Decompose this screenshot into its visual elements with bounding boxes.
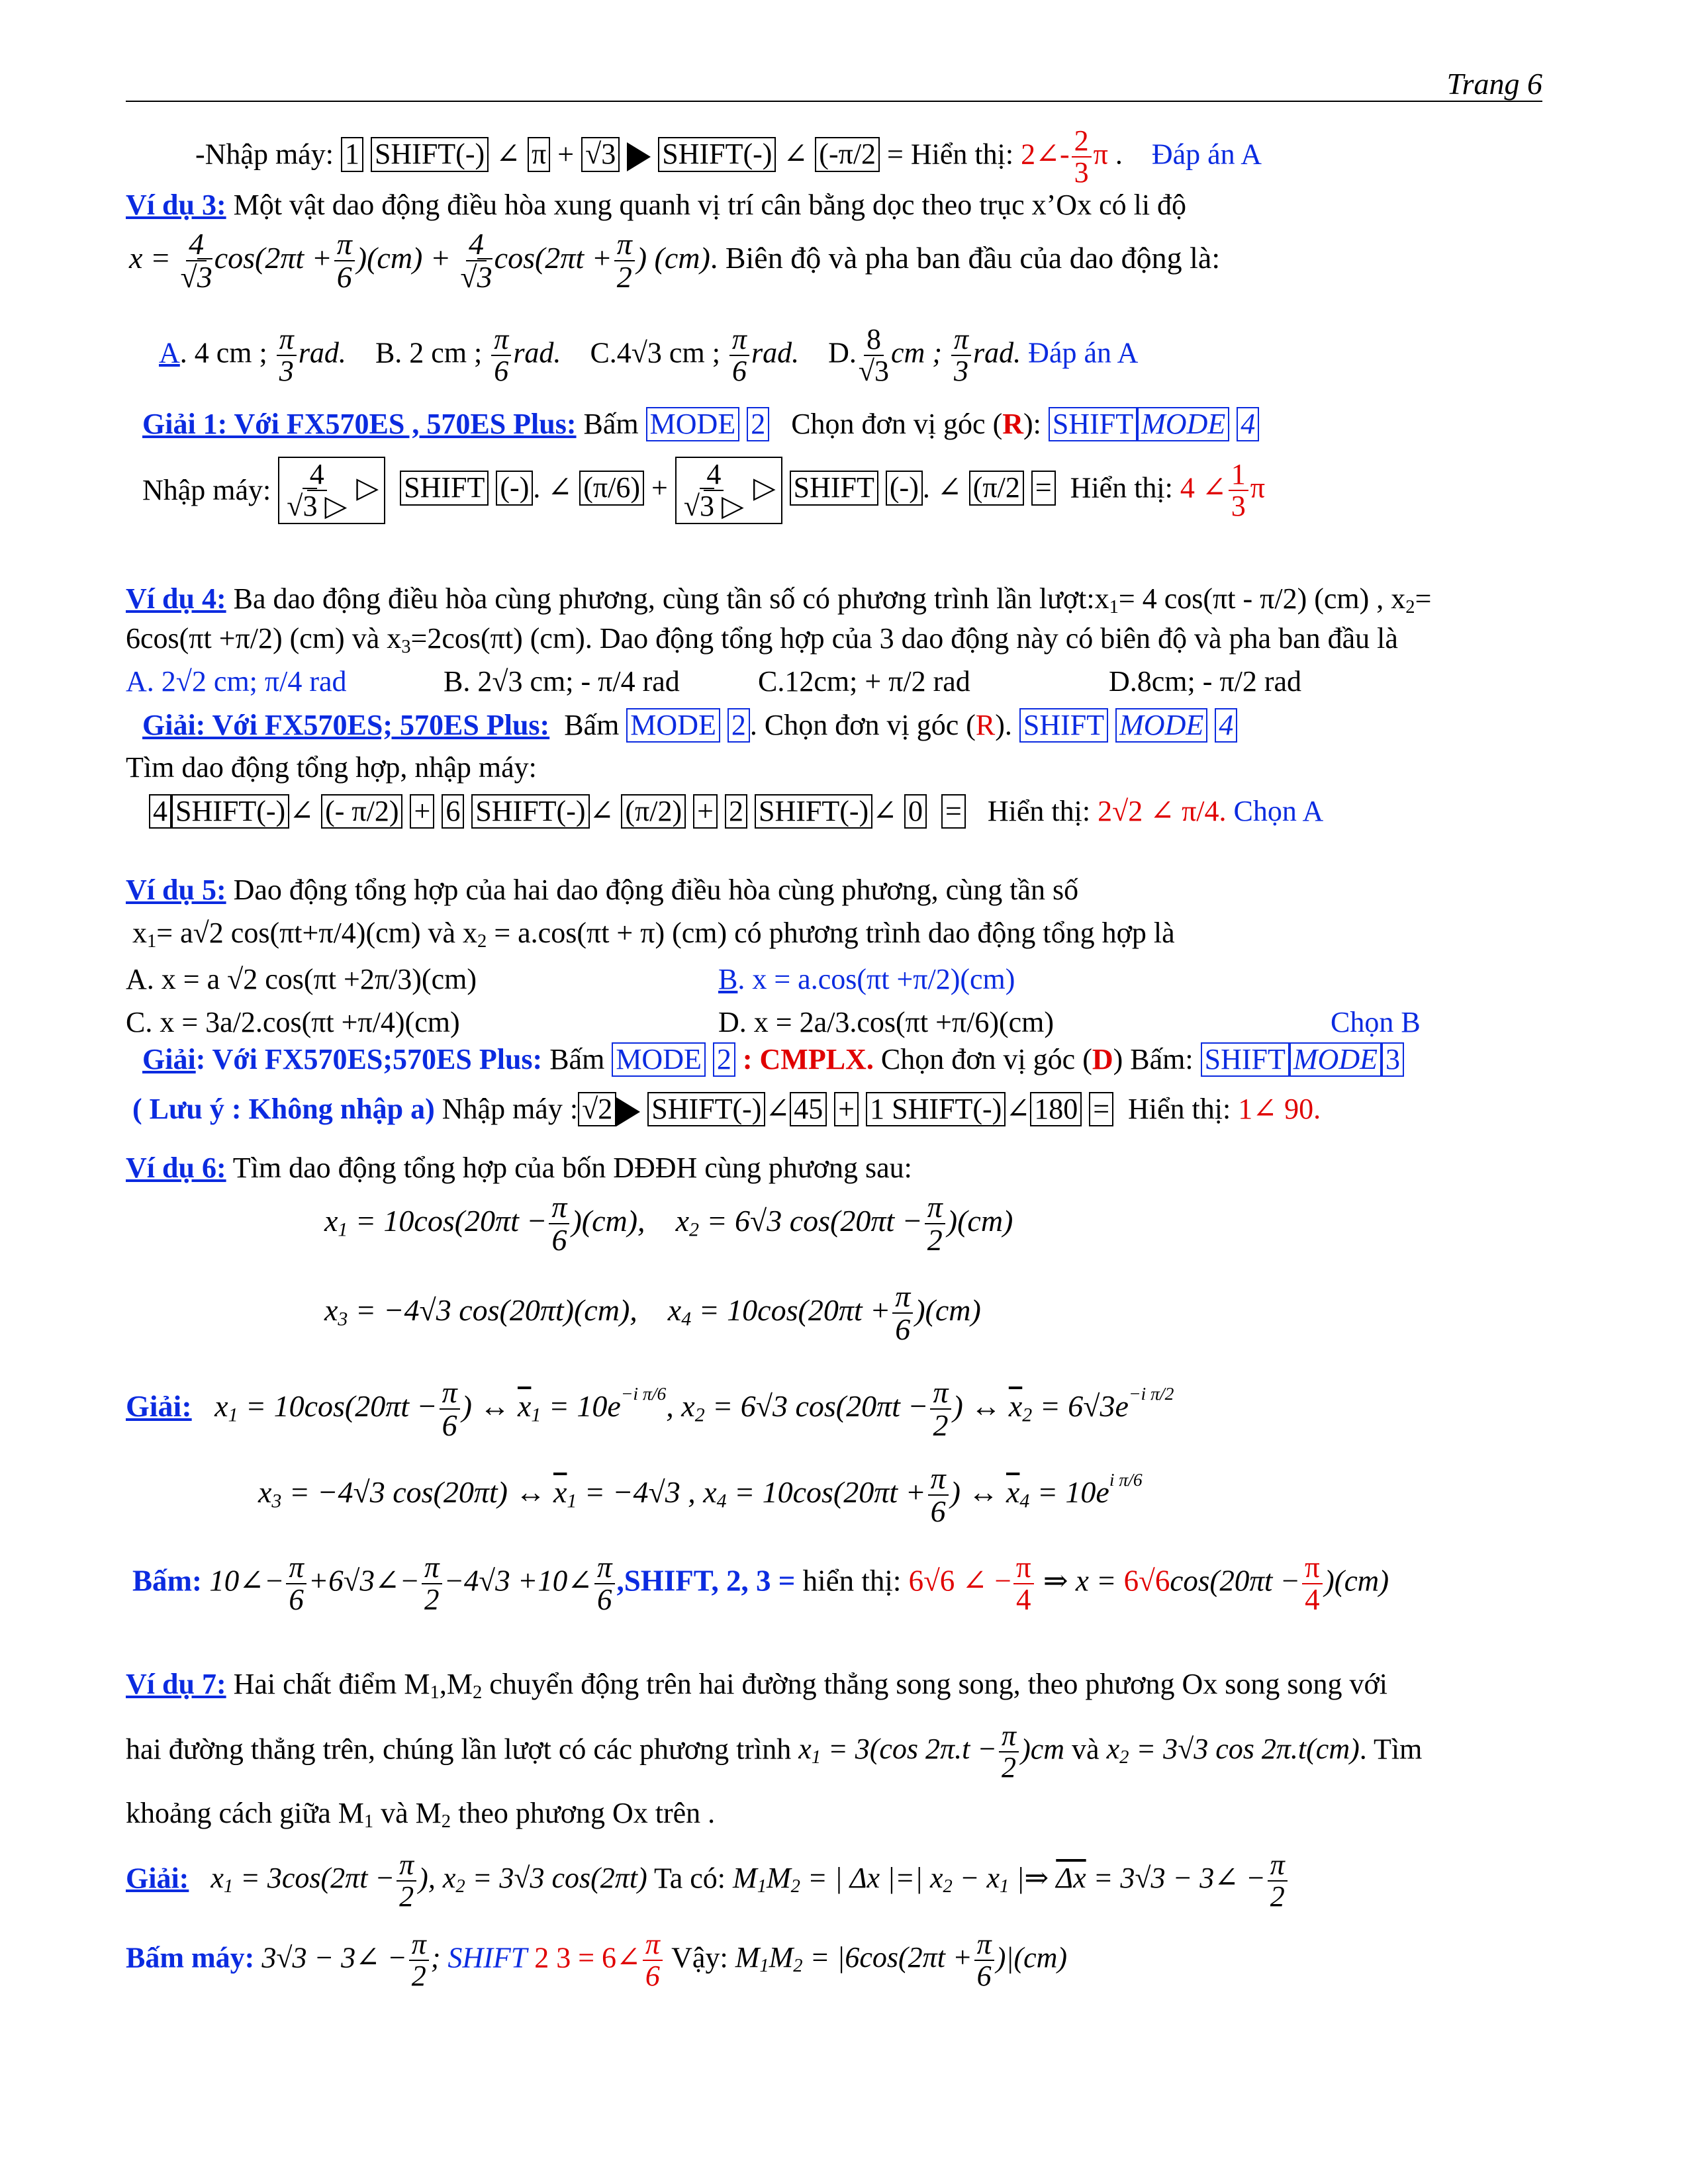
mode-key: MODE [646, 407, 740, 441]
fraction-2-3: $\frac{2}{3}$ [1072, 126, 1092, 188]
ex3-solution: Giải 1: Với FX570ES , 570ES Plus: Bấm MODE 2 Chọn đơn vị góc (R): SHIFT MODE 4 [142, 407, 1259, 441]
ex4-title: Ví dụ 4: Ba dao động điều hòa cùng phương, cùng tần số có phương trình lần $lượt:x_1= 4$ cos(πt - π/2) (cm) , $x_2=$ [126, 582, 1432, 618]
page-header [126, 66, 1542, 102]
ex5-solution: Giải: Với FX570ES;570ES Plus: Bấm MODE 2 : CMPLX. Chọn đơn vị góc (D) Bấm: SHIFT MODE 3 [142, 1042, 1404, 1077]
opt-a: A [159, 336, 180, 369]
angle-symbol: ∠ [496, 138, 521, 171]
ex7-line3: khoảng cách giữa $M_1$ và $M_2$ theo phương Ox trên . [126, 1797, 716, 1833]
ex6-sol-2: $x_3 = -4√3$ cos(20πt) ↔ $\overline{x}_1 = -4√3$ , $x_4 = 10\cos(20\pi t$ + $\frac{\pi}{6}$ ) ↔ $\overline{x}_4 = 10e^{i \pi/6}$ [258, 1461, 1143, 1529]
ex4-opt-a: A. 2√2 cm; π/4 rad [126, 665, 347, 698]
ex3-answer: Đáp án A [1028, 336, 1139, 369]
opt-d: D. [828, 336, 857, 369]
ex5-choose: Chọn B [1331, 1006, 1421, 1038]
prefix: -Nhập máy: [195, 138, 334, 171]
ex4-find: Tìm dao động tổng hợp, nhập máy: [126, 751, 537, 784]
ex5-line2: $x_1= a√2$ cos(πt+π/4)(cm) và $x_2 = a.\cos(\pi t + \pi)$ (cm) có phương trình dao động tổng hợp là [132, 917, 1175, 952]
key-shift: SHIFT(-) [371, 137, 489, 171]
key-1: 1 [341, 137, 363, 171]
pi: π [1093, 138, 1108, 171]
plus: + [557, 138, 575, 171]
page-number: Trang 6 [1446, 67, 1542, 101]
ex6-eq-1: $x_1 = 10\cos(20\pi t$ − $\frac{\pi}{6}$ )(cm), $x_2 = 6√3$ cos(20πt − $\frac{\pi}{2}$ )(cm) [324, 1190, 1013, 1257]
ex3-input: Nhập máy: $\frac{4}{√3 ▷}$ ▷ SHIFT (-) . ∠ (π/6) + $\frac{4}{√3 ▷}$ ▷ SHIFT (-) . ∠ (π/2 = Hiển thị: 4 ∠ $\frac{1}{3}$ π [142, 457, 1265, 524]
ex7-press: Bấm máy: 3√3 − 3∠ − $\frac{\pi}{2}$ ; SHIFT 2 3 = 6∠ $\frac{\pi}{6}$ Vậy: $M_1M_2 = |6\cos(2\pi t$ + $\frac{\pi}{6}$ )|(cm) [126, 1928, 1068, 1993]
right-arrow-icon [627, 142, 651, 171]
ex5-input: ( Lưu ý : Không nhập a) Nhập máy : √2 SHIFT(-) ∠ 45 + 1 SHIFT(-) ∠ 180 = Hiển thị: 1∠ 90. [132, 1092, 1321, 1126]
ex3-title [126, 189, 1186, 222]
input-line-1 [195, 126, 1262, 188]
ex3-equation: x = $\frac{4}{√3}$ cos(2πt + $\frac{\pi}{6}$ )(cm) + $\frac{4}{√3}$ cos(2πt + $\frac{\pi}{2}$ ) (cm). Biên độ và pha ban đầu của dao động là: [129, 227, 1221, 295]
display-label: = Hiển thị: [887, 138, 1014, 171]
ex4-opt-c: C.12cm; + π/2 rad [758, 665, 970, 698]
ex7-solution: Giải: $x_1 = 3\cos(2\pi t$ − $\frac{\pi}{2}$ ), $x_2 = 3√3$ cos(2πt) Ta có: $M_1M_2$ = | Δx |=| $x_2 - x_1$ |⇒ $\overline{\Delta x} = 3√3$ − 3∠ − $\frac{\pi}{2}$ [126, 1850, 1289, 1912]
ex6-sol-1: Giải: $x_1 = 10\cos(20\pi t$ − $\frac{\pi}{6}$ ) ↔ $\overline{x}_1 = 10e^{-i \pi/6}$, $x_2 = 6√3$ cos(20πt − $\frac{\pi}{2}$ ) ↔ $\overline{x}_2 = 6√3e^{-i \pi/2}$ [126, 1375, 1174, 1443]
answer: Đáp án A [1151, 138, 1262, 171]
ex7-line2: hai đường thẳng trên, chúng lần lượt có các phương trình $x_1 = 3(\cos$ 2π.t − $\frac{\pi}{2}$ )cm và $x_2 = 3√3$ cos 2π.t(cm). Tìm [126, 1719, 1423, 1784]
ex3-options: A. 4 cm ; $\frac{\pi}{3}$ rad. B. 2 cm ; $\frac{\pi}{6}$ rad. C.4√3 cm ; $\frac{\pi}{6}$ rad. D. $\frac{8}{√3}$ cm ; $\frac{\pi}{3}$ rad. Đáp án A [159, 323, 1139, 388]
key-sqrt3: √3 [581, 137, 620, 171]
ex6-press: Bấm: 10∠− $\frac{\pi}{6}$ +6√3∠− $\frac{\pi}{2}$ −4√3 +10∠ $\frac{\pi}{6}$ ,SHIFT, 2, 3 = hiển thị: 6√6 ∠ − $\frac{\pi}{4}$ ⇒ x = 6√6cos(20πt − $\frac{\pi}{4}$ )(cm) [132, 1551, 1389, 1617]
ex5-opt-c: C. x = 3a/2.cos(πt +π/4)(cm) [126, 1006, 460, 1038]
ex5-opt-d: D. x = 2a/3.cos(πt +π/6)(cm) [718, 1006, 1055, 1038]
angle-symbol-2: ∠ [783, 138, 808, 171]
display-value: 2∠- [1021, 138, 1070, 171]
ex5-title: Ví dụ 5: Dao động tổng hợp của hai dao động điều hòa cùng phương, cùng tần số [126, 874, 1079, 906]
opt-c: C.4√3 cm ; [590, 336, 720, 369]
ex6-eq-2: $x_3 = -4√3$ cos(20πt)(cm), $x_4 = 10\cos(20\pi t$ + $\frac{\pi}{6}$ )(cm) [324, 1279, 981, 1347]
ex5-opt-b: B. x = a.cos(πt +π/2)(cm) [718, 963, 1015, 995]
ex6-title: Ví dụ 6: Tìm dao động tổng hợp của bốn DĐĐH cùng phương sau: [126, 1152, 912, 1184]
ex5-opt-a: A. x = a √2 cos(πt +2π/3)(cm) [126, 963, 477, 995]
key-shift-2: SHIFT(-) [658, 137, 776, 171]
key-minus-pi-2: (-π/2 [815, 137, 880, 171]
ex4-line2: 6cos(πt +π/2) (cm) và $x_3=2\cos(\pi t)$ (cm). Dao động tổng hợp của 3 dao động này có biên độ và pha ban đầu là [126, 622, 1398, 658]
ex4-input: 4 SHIFT(-) ∠ (- π/2) + 6 SHIFT(-) ∠ (π/2) + 2 SHIFT(-) ∠ 0 = Hiển thị: 2√2 ∠ π/4. Chọn A [149, 794, 1323, 829]
key-pi: π [528, 137, 550, 171]
ex7-title: Ví dụ 7: Hai chất điểm $M_1,M_2$ chuyển động trên hai đường thẳng song song, theo phương Ox song song với [126, 1668, 1387, 1704]
ex3-text: Một vật dao động điều hòa xung quanh vị trí cân bằng dọc theo trục x’Ox có li độ [226, 189, 1187, 221]
ex4-opt-b: B. 2√3 cm; - π/4 rad [444, 665, 680, 698]
opt-b: B. 2 cm ; [375, 336, 483, 369]
ex4-solution: Giải: Với FX570ES; 570ES Plus: Bấm MODE 2 . Chọn đơn vị góc (R). SHIFT MODE 4 [142, 708, 1237, 743]
ex3-label: Ví dụ 3: [126, 189, 226, 221]
dot: . [1115, 138, 1123, 171]
ex4-opt-d: D.8cm; - π/2 rad [1109, 665, 1302, 698]
